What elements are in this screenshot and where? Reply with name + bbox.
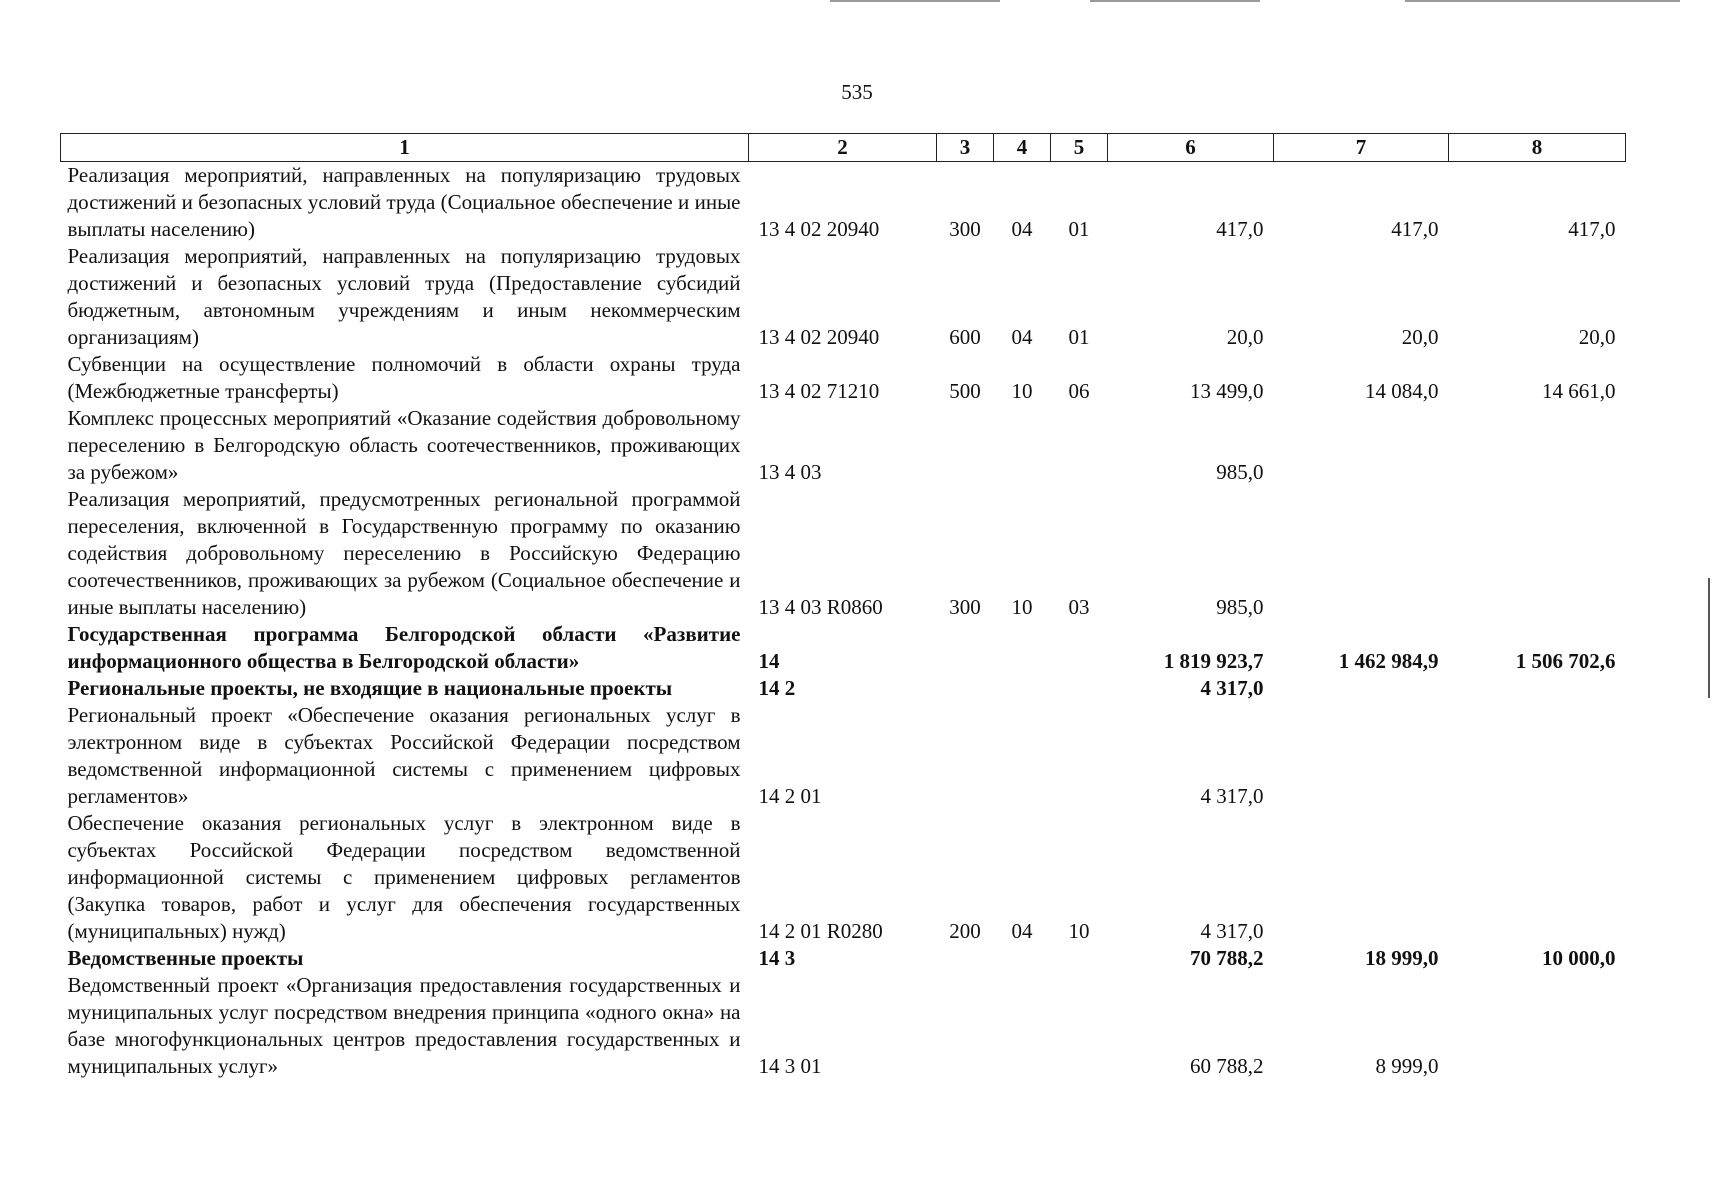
row-name-cell: Субвенции на осуществление полномочий в области охраны труда (Межбюджетные трансферты): [67, 352, 741, 403]
row-code-cell: 13 4 02 20940: [758, 325, 880, 349]
row-col8-cell: 20,0: [1578, 325, 1616, 349]
table-row: [61, 351, 1626, 405]
row-col4-cell: 04: [1011, 325, 1033, 349]
table-row: [61, 621, 1626, 675]
row-col3-cell: [937, 675, 994, 702]
row-col3-cell: 300: [949, 595, 981, 619]
row-col6-cell: 4 317,0: [1200, 919, 1264, 943]
row-col3-cell: 600: [949, 325, 981, 349]
row-col3-cell: 300: [949, 217, 981, 241]
table-row: [61, 972, 1626, 1080]
row-code-cell: 14 3 01: [758, 1054, 822, 1078]
row-name-cell: Реализация мероприятий, направленных на популяризацию трудовых достижений и безопасных условий труда (Социальное обеспечение и иные выплаты населению): [67, 163, 741, 241]
row-col4-cell: [994, 405, 1051, 486]
row-col8-cell: 417,0: [1568, 217, 1616, 241]
row-col6-cell: 4 317,0: [1200, 676, 1264, 700]
row-col8-cell: 14 661,0: [1542, 379, 1616, 403]
row-col5-cell: [1051, 621, 1108, 675]
row-col4-cell: [994, 675, 1051, 702]
row-col3-cell: [937, 621, 994, 675]
table-row: [61, 675, 1626, 702]
row-name-cell: Ведомственный проект «Организация предоставления государственных и муниципальных услуг посредством внедрения принципа «одного окна» на базе многофункциональных центров предоставления государственных и муниципальных услуг»: [67, 973, 741, 1078]
row-code-cell: 14: [758, 649, 780, 673]
row-name-cell: Региональные проекты, не входящие в национальные проекты: [67, 676, 673, 700]
row-col7-cell: 14 084,0: [1365, 379, 1439, 403]
column-header: 1: [61, 134, 749, 162]
row-col5-cell: 01: [1068, 217, 1090, 241]
row-col3-cell: [937, 702, 994, 810]
row-name-cell: Ведомственные проекты: [67, 946, 304, 970]
row-col7-cell: [1274, 702, 1449, 810]
row-col7-cell: [1274, 405, 1449, 486]
row-col5-cell: [1051, 405, 1108, 486]
row-col5-cell: 01: [1068, 325, 1090, 349]
row-col5-cell: 03: [1068, 595, 1090, 619]
row-col6-cell: 985,0: [1216, 595, 1264, 619]
table-body: [61, 162, 1626, 1081]
row-col7-cell: 1 462 984,9: [1338, 649, 1439, 673]
table-row: [61, 702, 1626, 810]
row-col6-cell: 13 499,0: [1190, 379, 1264, 403]
row-code-cell: 13 4 02 71210: [758, 379, 880, 403]
row-col4-cell: 10: [1011, 379, 1033, 403]
row-col3-cell: [937, 945, 994, 972]
row-col5-cell: [1051, 702, 1108, 810]
table-row: [61, 810, 1626, 945]
row-code-cell: 13 4 03 R0860: [758, 595, 883, 619]
scan-edge-line: [1090, 0, 1260, 2]
row-code-cell: 14 2: [758, 676, 796, 700]
row-col7-cell: 20,0: [1401, 325, 1439, 349]
row-name-cell: Региональный проект «Обеспечение оказания региональных услуг в электронном виде в субъектах Российской Федерации посредством ведомственной информационной системы с применением цифровых регламентов»: [67, 703, 741, 808]
column-header: 7: [1274, 134, 1449, 162]
table-row: [61, 486, 1626, 621]
row-col6-cell: 20,0: [1226, 325, 1264, 349]
row-col8-cell: [1449, 675, 1626, 702]
table-row: [61, 162, 1626, 244]
budget-table: [60, 133, 1626, 1080]
row-col4-cell: 04: [1011, 919, 1033, 943]
row-col6-cell: 4 317,0: [1200, 784, 1264, 808]
row-col6-cell: 417,0: [1216, 217, 1264, 241]
row-col3-cell: 200: [949, 919, 981, 943]
row-col6-cell: 60 788,2: [1190, 1054, 1264, 1078]
row-col5-cell: [1051, 675, 1108, 702]
row-col4-cell: [994, 972, 1051, 1080]
row-col4-cell: 04: [1011, 217, 1033, 241]
row-col4-cell: 10: [1011, 595, 1033, 619]
table-row: [61, 243, 1626, 351]
column-header: 2: [749, 134, 937, 162]
row-col7-cell: [1274, 675, 1449, 702]
row-col8-cell: [1449, 702, 1626, 810]
row-col8-cell: [1449, 486, 1626, 621]
row-col4-cell: [994, 702, 1051, 810]
column-header: 3: [937, 134, 994, 162]
row-col8-cell: [1449, 405, 1626, 486]
table-row: [61, 945, 1626, 972]
row-code-cell: 14 2 01 R0280: [758, 919, 883, 943]
column-header: 4: [994, 134, 1051, 162]
column-header: 8: [1449, 134, 1626, 162]
scan-edge-mark: [1708, 578, 1710, 698]
row-col6-cell: 1 819 923,7: [1163, 649, 1264, 673]
page-number: 535: [841, 80, 873, 104]
scan-edge-line: [830, 0, 1000, 2]
table-row: [61, 405, 1626, 486]
row-col7-cell: [1274, 486, 1449, 621]
row-code-cell: 14 3: [758, 946, 796, 970]
column-header: 6: [1108, 134, 1274, 162]
row-name-cell: Государственная программа Белгородской области «Развитие информационного общества в Белгородской области»: [67, 622, 741, 673]
row-name-cell: Комплекс процессных мероприятий «Оказание содействия добровольному переселению в Белгородскую область соотечественников, проживающих за рубежом»: [67, 406, 741, 484]
row-col3-cell: 500: [949, 379, 981, 403]
row-col7-cell: 8 999,0: [1375, 1054, 1439, 1078]
row-col6-cell: 985,0: [1216, 460, 1264, 484]
row-col3-cell: [937, 405, 994, 486]
table-header-row: [61, 134, 1626, 162]
row-col3-cell: [937, 972, 994, 1080]
row-name-cell: Реализация мероприятий, предусмотренных региональной программой переселения, включенной в Государственную программу по оказанию содействия добровольному переселению в Российскую Федерацию соотечественников, проживающих за рубежом (Социальное обеспечение и иные выплаты населению): [67, 487, 741, 619]
row-col6-cell: 70 788,2: [1190, 946, 1264, 970]
row-name-cell: Обеспечение оказания региональных услуг в электронном виде в субъектах Российской Федерации посредством ведомственной информационной системы с применением цифровых регламентов (Закупка товаров, работ и услуг для обеспечения государственных (муниципальных) нужд): [67, 811, 741, 943]
row-col8-cell: 1 506 702,6: [1515, 649, 1616, 673]
row-col5-cell: 10: [1068, 919, 1090, 943]
row-col8-cell: [1449, 810, 1626, 945]
row-code-cell: 14 2 01: [758, 784, 822, 808]
row-col8-cell: 10 000,0: [1542, 946, 1616, 970]
row-name-cell: Реализация мероприятий, направленных на популяризацию трудовых достижений и безопасных условий труда (Предоставление субсидий бюджетным, автономным учреждениям и иным некоммерческим организациям): [67, 244, 741, 349]
row-col5-cell: [1051, 972, 1108, 1080]
row-code-cell: 13 4 02 20940: [758, 217, 880, 241]
row-code-cell: 13 4 03: [758, 460, 822, 484]
row-col8-cell: [1449, 972, 1626, 1080]
row-col7-cell: 417,0: [1391, 217, 1439, 241]
row-col4-cell: [994, 945, 1051, 972]
row-col7-cell: 18 999,0: [1365, 946, 1439, 970]
row-col5-cell: 06: [1068, 379, 1090, 403]
row-col7-cell: [1274, 810, 1449, 945]
scan-edge-line: [1405, 0, 1680, 2]
column-header: 5: [1051, 134, 1108, 162]
row-col5-cell: [1051, 945, 1108, 972]
row-col4-cell: [994, 621, 1051, 675]
